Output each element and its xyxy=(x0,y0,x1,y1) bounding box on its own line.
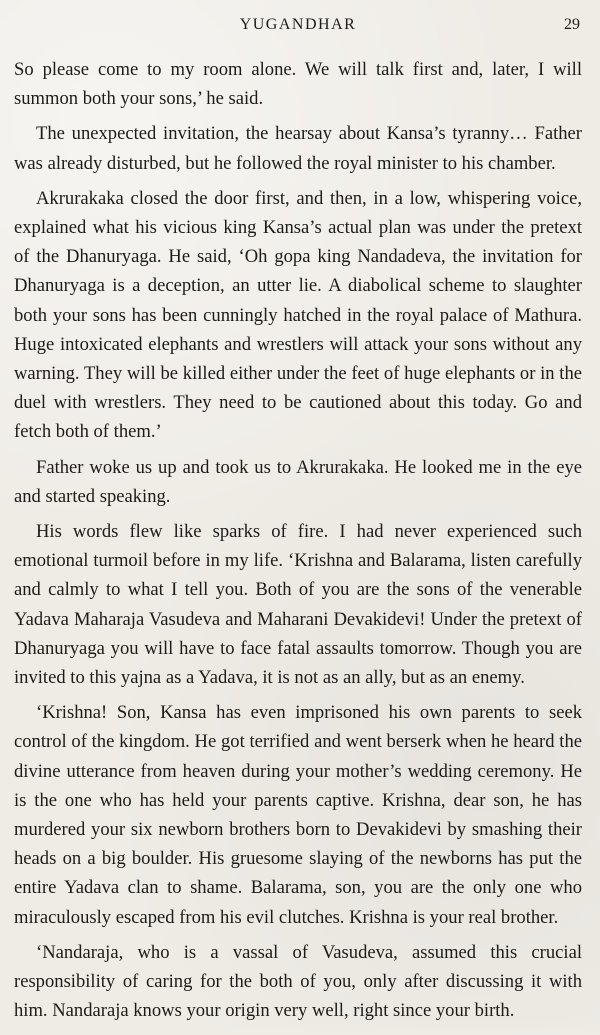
paragraph-3: Akrurakaka closed the door first, and then, in a low, whispering voice, explained what his vicious king Kansa’s actual plan was under the pretext of the Dhanuryaga. He said, ‘Oh gopa king Nandadeva, the invitation for Dhanuryaga is a deception, an utter lie. A diabolical scheme to slaughter both your sons has been cunningly hatched in the royal palace of Mathura. Huge intoxicated elephants and wrestlers will attack your sons without any warning. They will be killed either under the feet of huge elephants or in the duel with wrestlers. They need to be cautioned about this today. Go and fetch both of them.’ xyxy=(14,187,582,443)
page-number: 29 xyxy=(564,16,580,33)
paragraph-4: Father woke us up and took us to Akrurakaka. He looked me in the eye and started speaking. xyxy=(14,456,582,507)
paragraph-1: So please come to my room alone. We will talk first and, later, I will summon both your sons,’ he said. xyxy=(14,59,582,110)
page-header xyxy=(14,14,582,36)
paragraph-6: ‘Krishna! Son, Kansa has even imprisoned his own parents to seek control of the kingdom. He got terrified and went berserk when he heard the divine utterance from heaven during your mother’s wedding ceremony. He is the one who has held your parents captive. Krishna, dear son, he has murdered your six newborn brothers born to Devakidevi by smashing their heads on a big boulder. His gruesome slaying of the newborns has put the entire Yadava clan to shame. Balarama, son, you are the only one who miraculously escaped from his evil clutches. Krishna is your real brother. xyxy=(14,702,582,928)
running-head: YUGANDHAR xyxy=(239,16,357,33)
paragraph-2: The unexpected invitation, the hearsay about Kansa’s tyranny… Father was already disturbed, but he followed the royal minister to his chamber. xyxy=(14,123,582,174)
page-bottom-shadow xyxy=(0,1021,600,1035)
paragraph-7: ‘Nandaraja, who is a vassal of Vasudeva, assumed this crucial responsibility of caring for the both of you, only after discussing it with him. Nandaraja knows your origin very well, right since your birth. xyxy=(14,941,582,1022)
body-text xyxy=(14,55,582,1026)
paragraph-5: His words flew like sparks of fire. I had never experienced such emotional turmoil before in my life. ‘Krishna and Balarama, listen carefully and calmly to what I tell you. Both of you are the sons of the venerable Yadava Maharaja Vasudeva and Maharani Devakidevi! Under the pretext of Dhanuryaga you will have to face fatal assaults tomorrow. Though you are invited to this yajna as a Yadava, it is not as an ally, but as an enemy. xyxy=(14,521,582,689)
